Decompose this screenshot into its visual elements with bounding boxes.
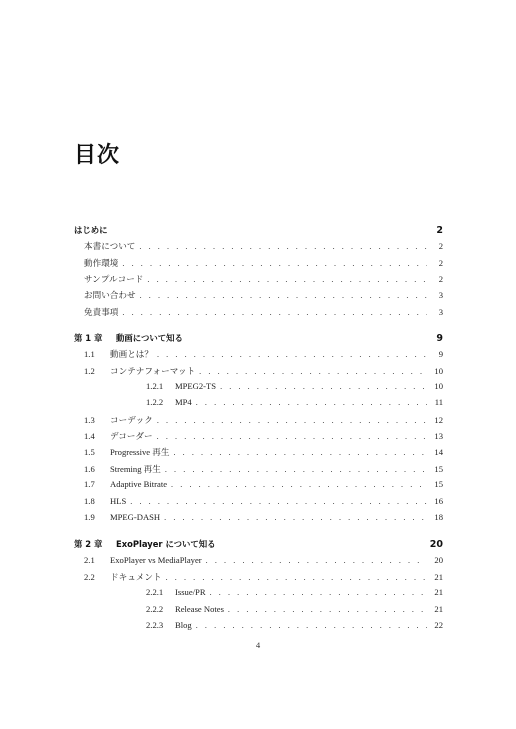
toc-intro-heading[interactable] <box>74 224 443 240</box>
toc-entry[interactable] <box>74 414 443 430</box>
section-number: 1.8 <box>84 495 95 506</box>
toc-intro-title: はじめに <box>74 225 108 235</box>
toc-entry-title: コンテナフォーマット <box>110 365 196 376</box>
toc-entry-title: お問い合わせ <box>84 290 136 301</box>
section-number: 1.2.2 <box>146 397 164 408</box>
dot-leader <box>147 275 427 284</box>
toc-entry[interactable] <box>74 289 443 305</box>
section-number: 2.2.3 <box>146 619 164 630</box>
toc-page-number: 2 <box>438 257 443 268</box>
toc-entry-title: MPEG-DASH <box>110 511 161 522</box>
toc-entry-title: 動画とは？ <box>110 349 153 360</box>
toc-page-number: 12 <box>434 414 443 425</box>
toc-entry[interactable] <box>74 257 443 273</box>
chapter-title: 動画について知る <box>116 333 183 344</box>
toc-entry-title: サンプルコード <box>84 274 144 285</box>
section-number: 2.2.1 <box>146 587 164 598</box>
toc-entry[interactable] <box>74 365 443 381</box>
toc-entry[interactable] <box>74 479 443 495</box>
toc-page-number: 13 <box>434 431 443 442</box>
dot-leader <box>130 497 427 506</box>
toc-entry[interactable] <box>74 587 443 603</box>
dot-leader <box>140 291 427 300</box>
toc-entry-title: Issue/PR <box>175 587 206 598</box>
dot-leader <box>196 621 427 630</box>
toc-page-number: 21 <box>434 571 443 582</box>
toc-page-number: 14 <box>434 447 443 458</box>
toc-page-number: 10 <box>434 365 443 376</box>
dot-leader <box>164 513 427 522</box>
dot-leader <box>157 350 427 359</box>
dot-leader <box>228 605 427 614</box>
toc-entry[interactable] <box>74 381 443 397</box>
dot-leader <box>166 573 427 582</box>
toc-chapter-1-heading[interactable] <box>74 332 443 348</box>
toc-page-number: 2 <box>438 241 443 252</box>
dot-leader <box>206 556 427 565</box>
section-number: 1.6 <box>84 463 95 474</box>
chapter-number: 第 1 章 <box>74 333 103 344</box>
toc-entry-title: ドキュメント <box>110 571 162 582</box>
toc-entry[interactable] <box>74 273 443 289</box>
toc-page-number: 20 <box>434 554 443 565</box>
dot-leader <box>122 308 427 317</box>
toc-entry-title: コーデック <box>110 414 153 425</box>
section-number: 1.2.1 <box>146 381 164 392</box>
section-number: 2.2 <box>84 571 95 582</box>
chapter-number: 第 2 章 <box>74 539 103 550</box>
toc-entry-title: Blog <box>175 619 192 630</box>
toc-page-number: 18 <box>434 511 443 522</box>
toc-page-number: 21 <box>434 603 443 614</box>
toc-page-number: 2 <box>438 274 443 285</box>
toc-entry-title: 本書について <box>84 241 136 252</box>
toc-entry-title: Release Notes <box>175 603 224 614</box>
toc-entry[interactable] <box>74 306 443 322</box>
toc-page-number: 20 <box>429 539 443 551</box>
toc-entry[interactable] <box>74 512 443 528</box>
toc-entry[interactable] <box>74 397 443 413</box>
section-number: 1.4 <box>84 431 95 442</box>
section-number: 1.3 <box>84 414 95 425</box>
toc-entry[interactable] <box>74 240 443 256</box>
toc-page-number: 22 <box>434 619 443 630</box>
toc-entry[interactable] <box>74 555 443 571</box>
toc-page-number: 10 <box>434 381 443 392</box>
toc-entry[interactable] <box>74 463 443 479</box>
dot-leader <box>122 259 427 268</box>
toc-entry-title: 免責事項 <box>84 306 119 317</box>
dot-leader <box>165 465 427 474</box>
page-title: 目次 <box>74 143 121 168</box>
toc-page-number: 16 <box>434 495 443 506</box>
toc-entry[interactable] <box>74 348 443 364</box>
toc-page-number: 9 <box>438 349 443 360</box>
toc-entry-title: Progressive 再生 <box>110 447 170 458</box>
dot-leader <box>220 382 427 391</box>
toc-page-number: 3 <box>438 290 443 301</box>
toc-entry-title: 動作環境 <box>84 257 119 268</box>
toc-entry[interactable] <box>74 430 443 446</box>
toc-entry[interactable] <box>74 620 443 636</box>
dot-leader <box>173 448 427 457</box>
dot-leader <box>139 242 427 251</box>
section-number: 1.2 <box>84 365 95 376</box>
toc-page-number: 11 <box>434 397 443 408</box>
dot-leader <box>210 588 427 597</box>
section-number: 1.7 <box>84 479 95 490</box>
toc-entry-title: MP4 <box>175 397 192 408</box>
toc-page-number: 2 <box>436 225 443 236</box>
dot-leader <box>196 398 427 407</box>
toc-entry[interactable] <box>74 604 443 620</box>
section-number: 1.1 <box>84 349 95 360</box>
toc-entry-title: HLS <box>110 495 127 506</box>
toc-page-number: 21 <box>434 587 443 598</box>
toc-entry-title: デコーダー <box>110 431 153 442</box>
toc-entry[interactable] <box>74 496 443 512</box>
toc-chapter-2-heading[interactable] <box>74 538 443 554</box>
table-of-contents <box>74 224 443 636</box>
toc-entry-title: Streming 再生 <box>110 463 161 474</box>
toc-entry-title: ExoPlayer vs MediaPlayer <box>110 554 202 565</box>
dot-leader <box>199 367 427 376</box>
toc-entry-title: MPEG2-TS <box>175 381 217 392</box>
toc-entry[interactable] <box>74 446 443 462</box>
toc-page-number: 15 <box>434 479 443 490</box>
toc-entry[interactable] <box>74 571 443 587</box>
toc-page-number: 15 <box>434 463 443 474</box>
section-number: 1.5 <box>84 447 95 458</box>
section-number: 1.9 <box>84 511 95 522</box>
footer-page-number: 4 <box>255 640 261 650</box>
dot-leader <box>171 480 427 489</box>
section-number: 2.2.2 <box>146 603 164 614</box>
toc-page-number: 3 <box>438 306 443 317</box>
dot-leader <box>157 416 427 425</box>
chapter-title: ExoPlayer について知る <box>116 539 216 550</box>
toc-page-number: 9 <box>436 333 443 345</box>
toc-entry-title: Adaptive Bitrate <box>110 479 168 490</box>
section-number: 2.1 <box>84 554 95 565</box>
dot-leader <box>157 432 427 441</box>
